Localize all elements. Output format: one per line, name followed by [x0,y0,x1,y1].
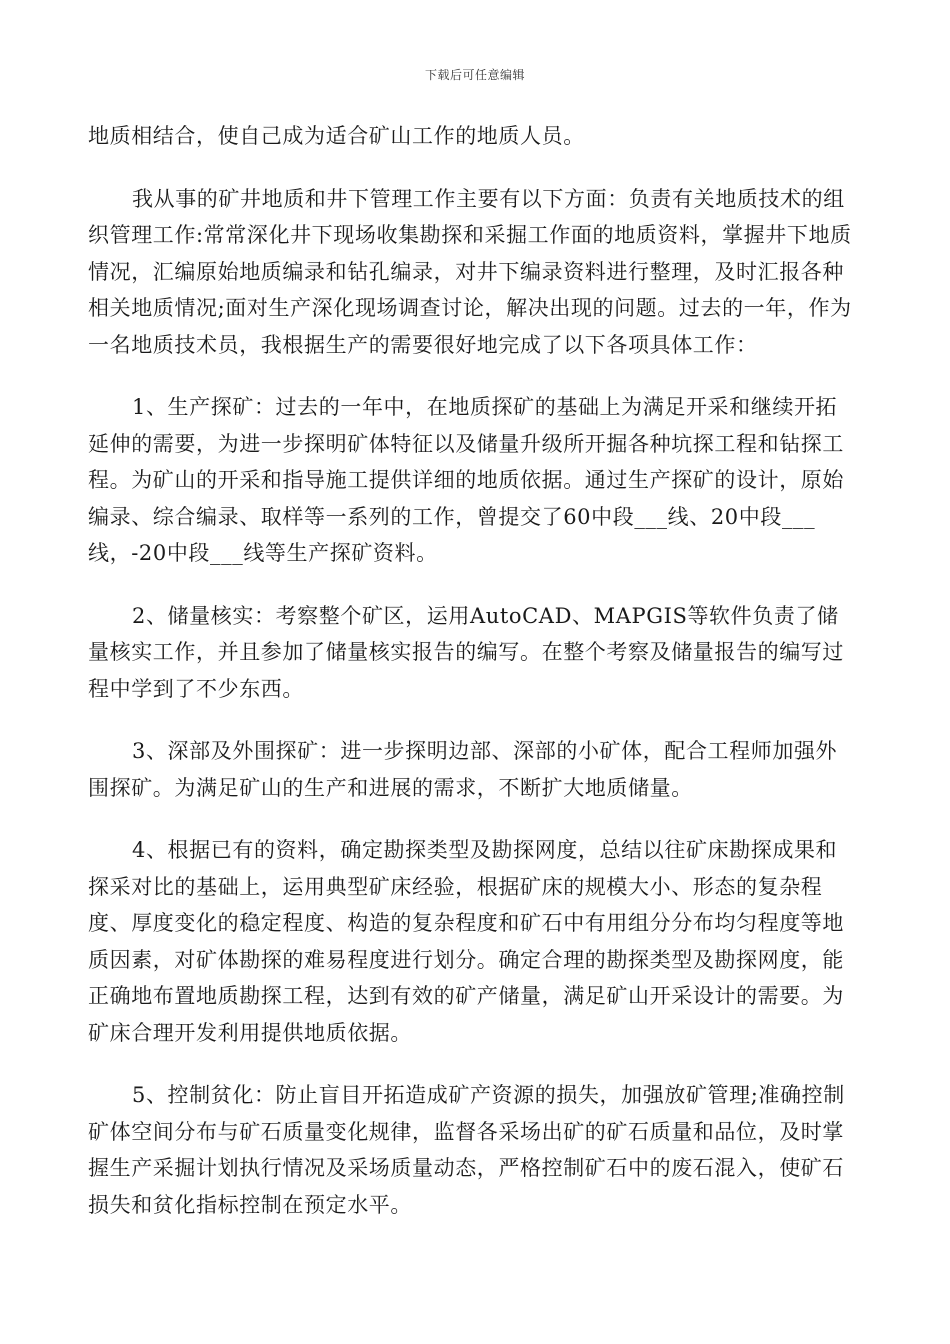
paragraph-continuation: 地质相结合，使自己成为适合矿山工作的地质人员。 [88,124,585,148]
paragraph-item-2: 2、储量核实：考察整个矿区，运用AutoCAD、MAPGIS等软件负责了储量核实工作，并且参加了储量核实报告的编写。在整个考察及储量报告的编写过程中学到了不少东西。 [88,603,844,701]
paragraph-item-1: 1、生产探矿：过去的一年中，在地质探矿的基础上为满足开采和继续开拓延伸的需要，为进一步探明矿体特征以及储量升级所开掘各种坑探工程和钻探工程。为矿山的开采和指导施工提供详细的地质依据。通过生产探矿的设计，原始编录、综合编录、取样等一系列的工作，曾提交了60中段___线、20中段___线，-20中段___线等生产探矿资料。 [88,395,844,565]
paragraph-intro: 我从事的矿井地质和井下管理工作主要有以下方面：负责有关地质技术的组织管理工作:常常深化井下现场收集勘探和采掘工作面的地质资料，掌握井下地质情况，汇编原始地质编录和钻孔编录，对井下编录资料进行整理，及时汇报各种相关地质情况;面对生产深化现场调查讨论，解决出现的问题。过去的一年，作为一名地质技术员，我根据生产的需要很好地完成了以下各项具体工作： [88,186,852,357]
paragraph-item-5: 5、控制贫化：防止盲目开拓造成矿产资源的损失，加强放矿管理;准确控制矿体空间分布与矿石质量变化规律，监督各采场出矿的矿石质量和品位，及时掌握生产采掘计划执行情况及采场质量动态，严格控制矿石中的废石混入，使矿石损失和贫化指标控制在预定水平。 [88,1083,845,1217]
paragraph-item-3: 3、深部及外围探矿：进一步探明边部、深部的小矿体，配合工程师加强外围探矿。为满足矿山的生产和进展的需求，不断扩大地质储量。 [88,739,838,800]
header-note: 下载后可任意编辑 [424,68,525,82]
paragraph-item-4: 4、根据已有的资料，确定勘探类型及勘探网度，总结以往矿床勘探成果和探采对比的基础上，运用典型矿床经验，根据矿床的规模大小、形态的复杂程度、厚度变化的稳定程度、构造的复杂程度和矿石中有用组分分布均匀程度等地质因素，对矿体勘探的难易程度进行划分。确定合理的勘探类型及勘探网度，能正确地布置地质勘探工程，达到有效的矿产储量，满足矿山开采设计的需要。为矿床合理开发利用提供地质依据。 [88,838,844,1045]
document-body [88,118,858,1249]
